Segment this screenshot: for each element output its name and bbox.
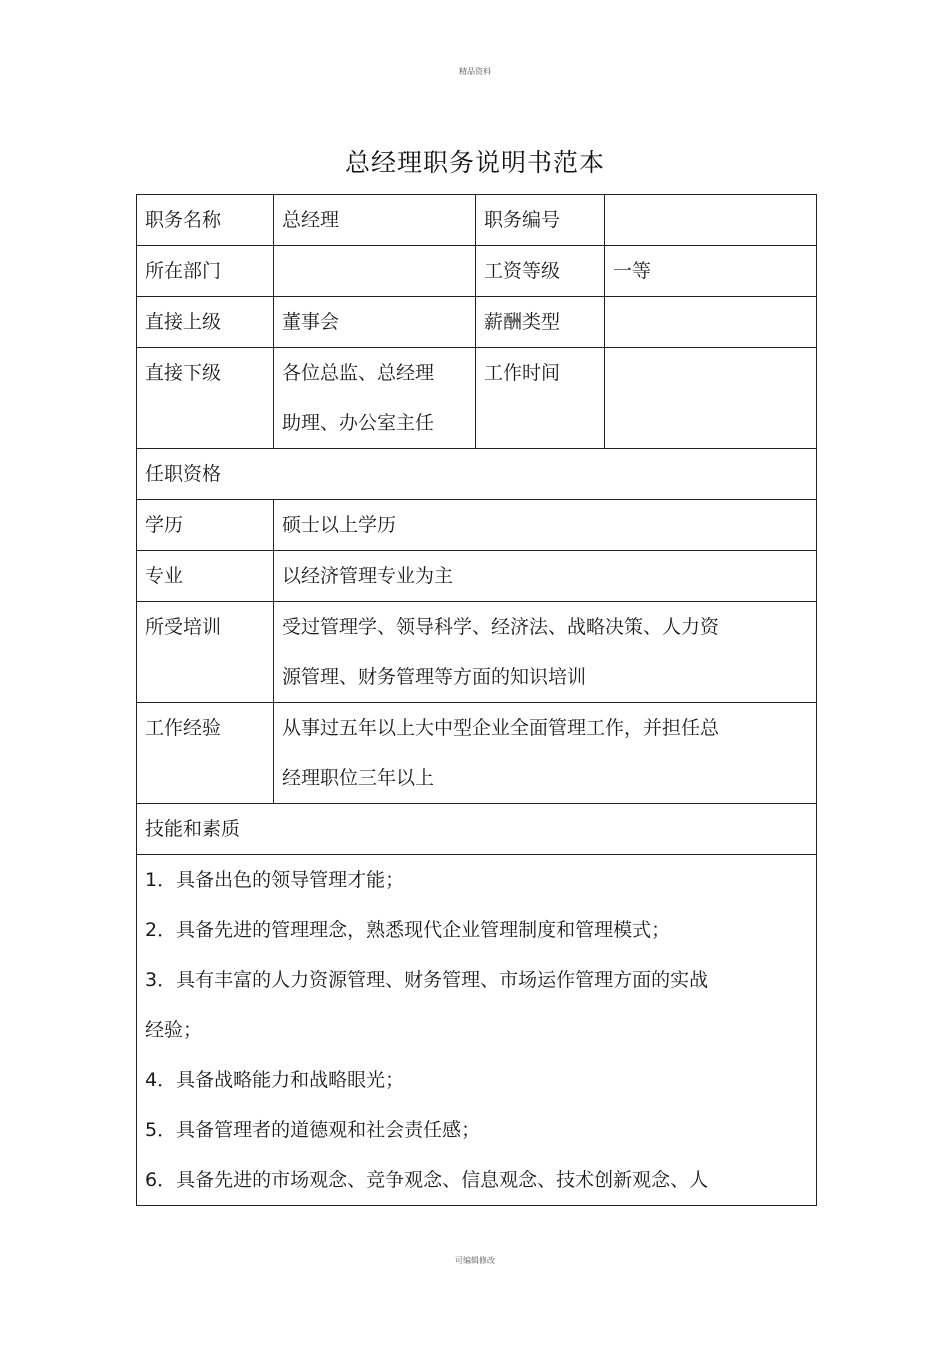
- value-experience: [274, 703, 817, 804]
- table-row: [137, 348, 817, 449]
- skill-line: 4．具备战略能力和战略眼光；: [145, 1069, 405, 1091]
- label-direct-superior: 直接上级: [137, 297, 274, 348]
- label-major: 专业: [137, 551, 274, 602]
- table-row: [137, 449, 817, 500]
- header-note: 精品资料: [459, 67, 491, 76]
- label-training: 所受培训: [137, 602, 274, 703]
- value-education: 硕士以上学历: [274, 500, 817, 551]
- value-work-hours: [605, 348, 817, 449]
- skills-list: [137, 855, 817, 1206]
- skill-line: 经验；: [145, 1019, 203, 1041]
- table-row: [137, 855, 817, 1206]
- label-department: 所在部门: [137, 246, 274, 297]
- value-salary-grade: 一等: [605, 246, 817, 297]
- table-row: [137, 602, 817, 703]
- label-salary-grade: 工资等级: [476, 246, 605, 297]
- footer-note: 可编辑修改: [455, 1256, 495, 1265]
- table-row: [137, 804, 817, 855]
- label-job-title: 职务名称: [137, 195, 274, 246]
- value-pay-type: [605, 297, 817, 348]
- table-row: [137, 551, 817, 602]
- experience-line-1: 从事过五年以上大中型企业全面管理工作，并担任总: [282, 717, 720, 739]
- table-row: [137, 297, 817, 348]
- table-row: [137, 246, 817, 297]
- value-direct-subordinates: [274, 348, 476, 449]
- value-department: [274, 246, 476, 297]
- label-direct-subordinates: 直接下级: [137, 348, 274, 449]
- training-line-2: 源管理、财务管理等方面的知识培训: [282, 666, 587, 688]
- skill-line: 6．具备先进的市场观念、竞争观念、信息观念、技术创新观念、人: [145, 1169, 709, 1191]
- value-major: 以经济管理专业为主: [274, 551, 817, 602]
- value-training: [274, 602, 817, 703]
- table-row: [137, 195, 817, 246]
- section-heading-qualification: 任职资格: [137, 449, 817, 500]
- job-description-table: [136, 194, 817, 1206]
- label-work-hours: 工作时间: [476, 348, 605, 449]
- section-heading-skills: 技能和素质: [137, 804, 817, 855]
- skill-line: 5．具备管理者的道德观和社会责任感；: [145, 1119, 481, 1141]
- table-row: [137, 500, 817, 551]
- skill-line: 1．具备出色的领导管理才能；: [145, 869, 405, 891]
- label-pay-type: 薪酬类型: [476, 297, 605, 348]
- training-line-1: 受过管理学、领导科学、经济法、战略决策、人力资: [282, 616, 720, 638]
- value-job-title: 总经理: [274, 195, 476, 246]
- value-job-code: [605, 195, 817, 246]
- label-job-code: 职务编号: [476, 195, 605, 246]
- skill-line: 2．具备先进的管理理念，熟悉现代企业管理制度和管理模式；: [145, 919, 671, 941]
- table-row: [137, 703, 817, 804]
- label-experience: 工作经验: [137, 703, 274, 804]
- document-title: 总经理职务说明书范本: [344, 148, 605, 177]
- experience-line-2: 经理职位三年以上: [282, 767, 435, 789]
- label-education: 学历: [137, 500, 274, 551]
- subordinates-line-1: 各位总监、总经理: [282, 362, 435, 384]
- skill-line: 3．具有丰富的人力资源管理、财务管理、市场运作管理方面的实战: [145, 969, 709, 991]
- value-direct-superior: 董事会: [274, 297, 476, 348]
- subordinates-line-2: 助理、办公室主任: [282, 412, 435, 434]
